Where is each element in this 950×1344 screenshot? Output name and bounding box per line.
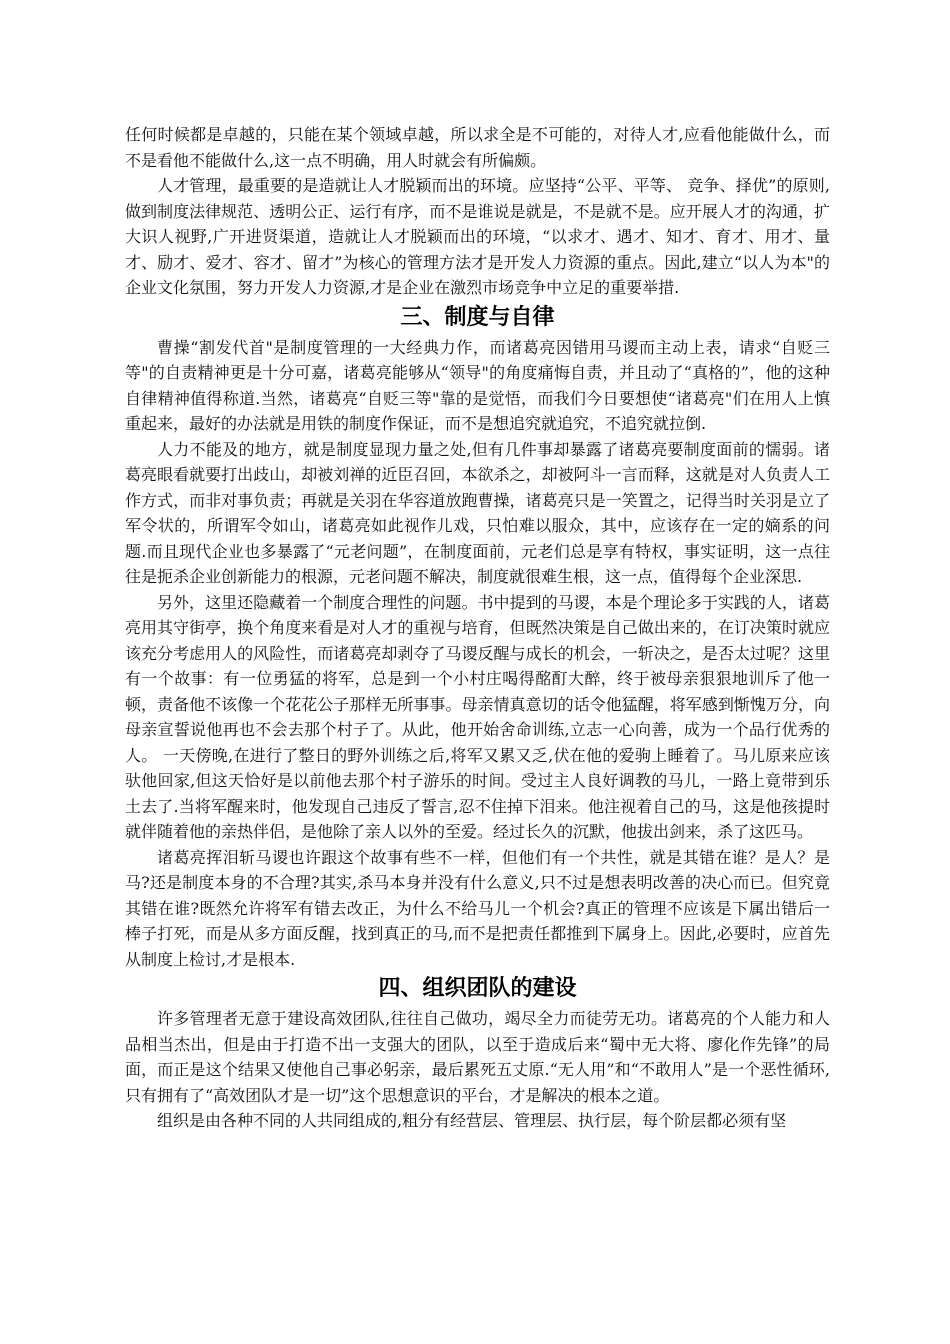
paragraph-cao-cao-zhuge: 曹操“割发代首"是制度管理的一大经典力作，而诸葛亮因错用马谡而主动上表，请求“自贬三等"的自责精神更是十分可嘉，诸葛亮能够从“领导"的角度痛悔自责，并且动了“真格的”，他的这种自律精神值得称道.当然，诸葛亮“自贬三等"靠的是觉悟，而我们今日要想使“诸葛亮"们在用人上慎重起来，最好的办法就是用铁的制度作保证，而不是想追究就追究，不追究就拉倒. — [125, 337, 830, 433]
paragraph-talent-management: 人才管理，最重要的是造就让人才脱颖而出的环境。应坚持“公平、平等、 竞争、择优”的原则,做到制度法律规范、透明公正、运行有序，而不是谁说是就是，不是就不是。应开展人才的沟通，扩大识人视野,广开进贤渠道，造就让人才脱颖而出的环境，“以求才、遇才、知才、育才、用才、量才、励才、爱才、容才、留才”为核心的管理方法才是开发人力资源的重点。因此,建立“以人为本"的企业文化氛围，努力开发人力资源,才是企业在激烈市场竞争中立足的重要举措. — [125, 176, 830, 297]
paragraph-system-power: 人力不能及的地方，就是制度显现力量之处,但有几件事却暴露了诸葛亮要制度面前的懦弱。诸葛亮眼看就要打出歧山，却被刘禅的近臣召回，本欲杀之，却被阿斗一言而释，这就是对人负责人工作方式，而非对事负责；再就是关羽在华容道放跑曹操，诸葛亮只是一笑置之，记得当时关羽是立了军令状的，所谓军令如山，诸葛亮如此视作儿戏，只怕难以服众，其中，应该存在一定的嫡系的问题.而且现代企业也多暴露了“元老问题”，在制度面前，元老们总是享有特权，事实证明，这一点往往是扼杀企业创新能力的根源，元老问题不解决，制度就很难生根，这一点，值得每个企业深思. — [125, 439, 830, 586]
document-page — [125, 122, 830, 1134]
paragraph-organization-layers: 组织是由各种不同的人共同组成的,粗分有经营层、管理层、执行层，每个阶层都必须有坚 — [157, 1111, 787, 1130]
paragraph-talent-continued: 任何时候都是卓越的，只能在某个领域卓越，所以求全是不可能的，对待人才,应看他能做什么，而不是看他不能做什么,这一点不明确，用人时就会有所偏颇。 — [125, 125, 830, 170]
section-heading-system-discipline: 三、制度与自律 — [400, 304, 555, 330]
paragraph-whose-fault: 诸葛亮挥泪斩马谡也许跟这个故事有些不一样，但他们有一个共性，就是其错在谁？是人？是马?还是制度本身的不合理?其实,杀马本身并没有什么意义,只不过是想表明改善的决心而已。但究竟其错在谁?既然允许将军有错去改正，为什么不给马儿一个机会?真正的管理不应该是下属出错后一棒子打死，而是从多方面反醒，找到真正的马,而不是把责任都推到下属身上。因此,必要时，应首先从制度上检讨,才是根本. — [125, 847, 830, 969]
paragraph-ma-su-story: 另外，这里还隐藏着一个制度合理性的问题。书中提到的马谡，本是个理论多于实践的人，诸葛亮用其守街亭，换个角度来看是对人才的重视与培育，但既然决策是自己做出来的，在订决策时就应该充分考虑用人的风险性，而诸葛亮却剥夺了马谡反醒与成长的机会，一斩决之，是否太过呢？这里有一个故事：有一位勇猛的将军，总是到一个小村庄喝得酩酊大醉，终于被母亲狠狠地训斥了他一顿，责备他不该像一个花花公子那样无所事事。母亲情真意切的话令他猛醒，将军感到惭愧万分，向母亲宣誓说他再也不会去那个村子了。从此，他开始舍命训练,立志一心向善，成为一个品行优秀的人。 一天傍晚,在进行了整日的野外训练之后,将军又累又乏,伏在他的爱驹上睡着了。马儿原来应该驮他回家,但这天恰好是以前他去那个村子游乐的时间。受过主人良好调教的马儿，一路上竟带到乐土去了.当将军醒来时，他发现自己违反了誓言,忍不住掉下泪来。他注视着自己的马，这是他孩提时就伴随着他的亲热伴侣，是他除了亲人以外的至爱。经过长久的沉默，他拔出剑来，杀了这匹马。 — [125, 592, 830, 841]
paragraph-efficient-team: 许多管理者无意于建设高效团队,往往自己做功，竭尽全力而徒劳无功。诸葛亮的个人能力和人品相当杰出，但是由于打造不出一支强大的团队，以至于造成后来“蜀中无大将、廖化作先锋”的局面，而正是这个结果又使他自己事必躬亲，最后累死五丈原.“无人用”和“不敢用人”是一个恶性循环,只有拥有了“高效团队才是一切”这个思想意识的平台，才是解决的根本之道。 — [125, 1009, 830, 1105]
section-heading-team-building: 四、组织团队的建设 — [378, 976, 577, 1001]
